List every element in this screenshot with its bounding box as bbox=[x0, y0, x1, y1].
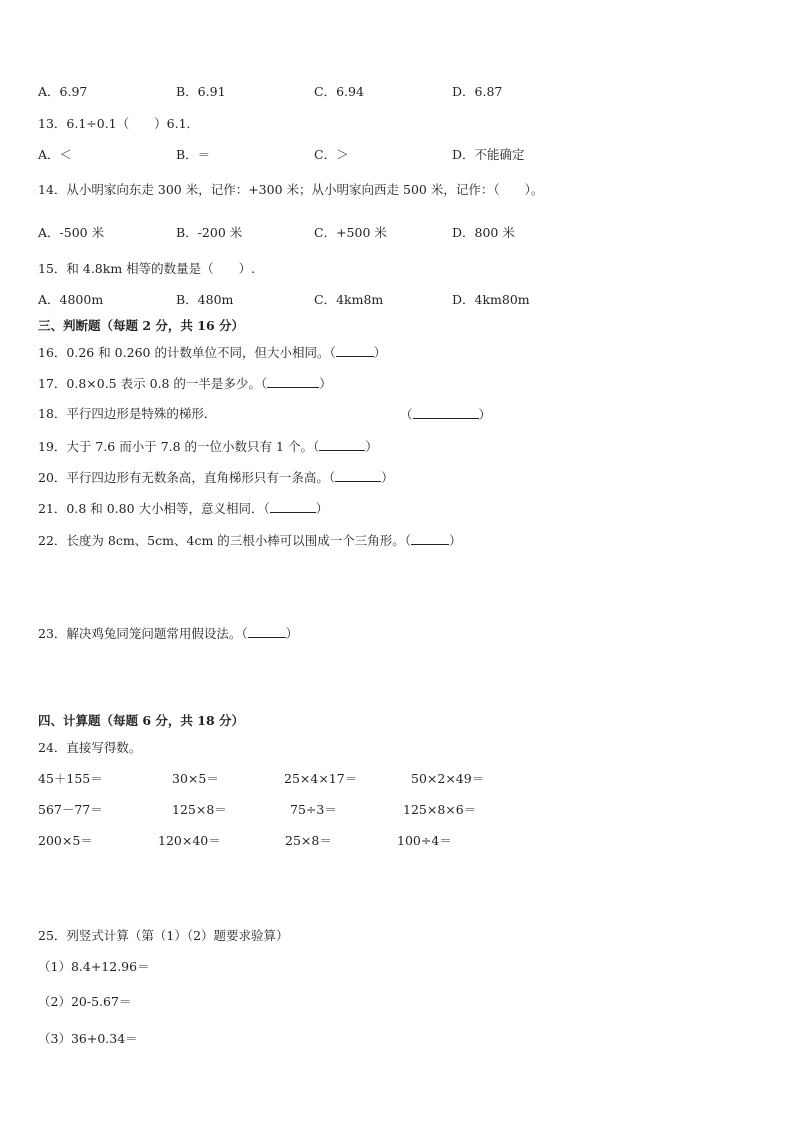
q22-answer-blank[interactable] bbox=[411, 532, 449, 545]
q23-text: 23．解决鸡兔同笼问题常用假设法。（ bbox=[38, 626, 248, 641]
q18-open-paren: （ bbox=[400, 407, 413, 422]
calc-item: 45＋155＝ bbox=[38, 771, 103, 786]
section-4-heading: 四、计算题（每题 6 分，共 18 分） bbox=[38, 713, 245, 728]
q15-option-b: B．480m bbox=[176, 292, 234, 307]
q25-item-3: （3）36+0.34＝ bbox=[38, 1031, 138, 1046]
q13-option-d: D．不能确定 bbox=[452, 147, 525, 162]
section-3-heading: 三、判断题（每题 2 分，共 16 分） bbox=[38, 318, 245, 333]
q18-text: 18．平行四边形是特殊的梯形． bbox=[38, 406, 217, 421]
q23-answer-blank[interactable] bbox=[248, 625, 286, 638]
q14-option-b: B．-200 米 bbox=[176, 225, 243, 240]
q25-item-2: （2）20-5.67＝ bbox=[38, 994, 132, 1009]
q25-text: 25．列竖式计算（第（1）（2）题要求验算） bbox=[38, 928, 289, 943]
q19-close-paren: ） bbox=[365, 439, 378, 454]
q20-answer-blank[interactable] bbox=[335, 469, 381, 482]
q13-text: 13．6.1÷0.1（ ）6.1． bbox=[38, 116, 200, 131]
q15-option-a: A．4800m bbox=[38, 292, 104, 307]
q21-statement bbox=[38, 500, 328, 517]
q14-option-d: D．800 米 bbox=[452, 225, 515, 240]
q20-text: 20．平行四边形有无数条高，直角梯形只有一条高。（ bbox=[38, 470, 336, 485]
q12-option-b: B．6.91 bbox=[176, 84, 226, 99]
q15-option-c: C．4km8m bbox=[314, 292, 384, 307]
q12-option-c: C．6.94 bbox=[314, 84, 364, 99]
q18-statement bbox=[38, 406, 216, 422]
q13-option-a: A．＜ bbox=[38, 147, 73, 162]
q20-close-paren: ） bbox=[381, 470, 394, 485]
calc-item: 200×5＝ bbox=[38, 833, 93, 848]
q20-statement bbox=[38, 469, 394, 486]
q22-text: 22．长度为 8cm、5cm、4cm 的三根小棒可以围成一个三角形。（ bbox=[38, 533, 412, 548]
q18-close-paren: ） bbox=[478, 407, 492, 422]
calc-item: 25×4×17＝ bbox=[284, 771, 358, 786]
q17-text: 17．0.8×0.5 表示 0.8 的一半是多少。（ bbox=[38, 376, 268, 391]
q12-option-a: A．6.97 bbox=[38, 84, 88, 99]
q22-close-paren: ） bbox=[449, 533, 462, 548]
calc-item: 567－77＝ bbox=[38, 802, 103, 817]
calc-item: 125×8＝ bbox=[172, 802, 227, 817]
q17-answer-blank[interactable] bbox=[267, 375, 319, 388]
calc-item: 25×8＝ bbox=[285, 833, 332, 848]
q19-answer-blank[interactable] bbox=[319, 438, 365, 451]
q17-close-paren: ） bbox=[319, 376, 332, 391]
calc-item: 75÷3＝ bbox=[290, 802, 337, 817]
calc-item: 50×2×49＝ bbox=[411, 771, 485, 786]
q21-close-paren: ） bbox=[315, 501, 329, 516]
q21-answer-blank[interactable] bbox=[270, 500, 316, 513]
calc-item: 30×5＝ bbox=[172, 771, 219, 786]
calc-item: 125×8×6＝ bbox=[403, 802, 477, 817]
q14-option-c: C．+500 米 bbox=[314, 225, 387, 240]
q15-option-d: D．4km80m bbox=[452, 292, 530, 307]
q15-text: 15．和 4.8km 相等的数量是（ ）. bbox=[38, 261, 256, 276]
q14-option-a: A．-500 米 bbox=[38, 225, 105, 240]
q23-statement bbox=[38, 625, 298, 642]
q12-option-d: D．6.87 bbox=[452, 84, 503, 99]
q23-close-paren: ） bbox=[285, 626, 299, 641]
q21-text: 21．0.8 和 0.80 大小相等，意义相同．（ bbox=[38, 501, 270, 516]
q18-answer-area bbox=[400, 406, 491, 423]
q25-item-1: （1）8.4+12.96＝ bbox=[38, 959, 150, 974]
q13-option-b: B．＝ bbox=[176, 147, 211, 162]
q19-statement bbox=[38, 438, 378, 455]
q16-close-paren: ） bbox=[373, 345, 387, 360]
q19-text: 19．大于 7.6 而小于 7.8 的一位小数只有 1 个。（ bbox=[38, 439, 320, 454]
q22-statement bbox=[38, 532, 462, 549]
q14-text: 14．从小明家向东走 300 米，记作：+300 米；从小明家向西走 500 米，记作：（ ）。 bbox=[38, 182, 544, 197]
q16-answer-blank[interactable] bbox=[336, 344, 374, 357]
q17-statement bbox=[38, 375, 332, 392]
q24-text: 24．直接写得数。 bbox=[38, 740, 142, 755]
q16-statement bbox=[38, 344, 386, 361]
q13-option-c: C．＞ bbox=[314, 147, 349, 162]
calc-item: 100÷4＝ bbox=[397, 833, 452, 848]
q18-answer-blank[interactable] bbox=[413, 406, 479, 419]
calc-item: 120×40＝ bbox=[158, 833, 221, 848]
q16-text: 16．0.26 和 0.260 的计数单位不同，但大小相同。（ bbox=[38, 345, 336, 360]
